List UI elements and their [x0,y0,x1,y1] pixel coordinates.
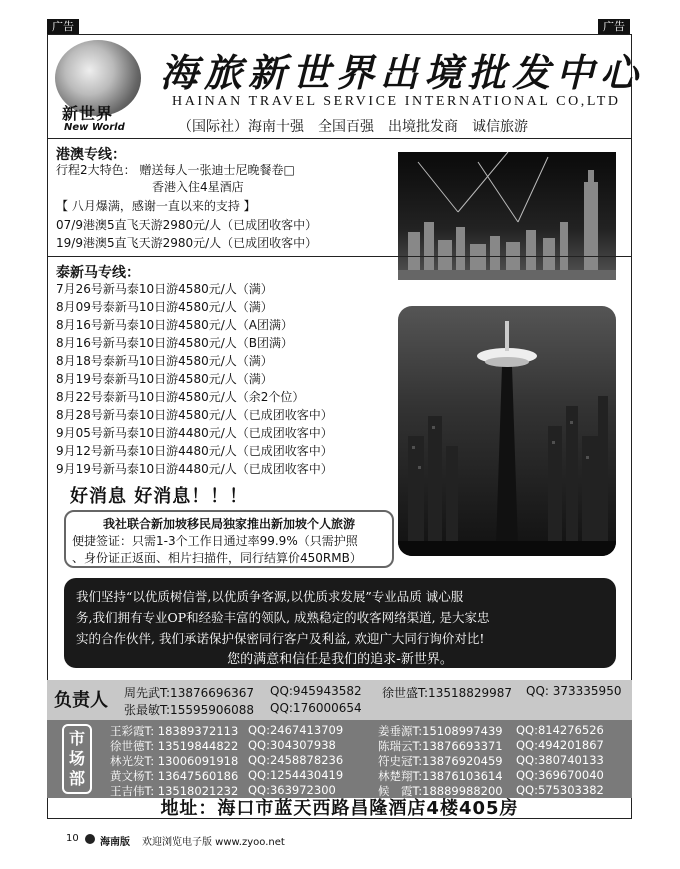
company-address: 地址：海口市蓝天西路昌隆酒店4楼405房 [160,798,519,819]
market-qq: QQ:369670040 [516,768,604,782]
market-qq: QQ:2458878236 [248,753,344,767]
market-phone: 符史冠T:13876920459 [378,754,503,768]
contact-phone: 徐世盛T:13518829987 [382,686,513,700]
mission-line: 务,我们拥有专业OP和经验丰富的领队, 成熟稳定的收客网络渠道, 是大家忠 [76,610,490,625]
tour-line: 8月18号泰新马10日游4580元/人（满） [56,354,273,368]
edition-icon [85,834,95,844]
ad-tag-left: 广告 [47,19,79,35]
logo-text-en: New World [64,122,125,133]
contact-qq: QQ:945943582 [270,684,362,698]
market-qq: QQ:363972300 [248,783,336,797]
tour-line: 7月26号新马泰10日游4580元/人（满） [56,282,273,296]
market-phone: 候 霞T:18889988200 [378,784,503,798]
promo-line: 、身份证正返面、相片扫描件，同行结算价450RMB） [72,551,362,565]
mission-line: 实的合作伙伴, 我们承诺保护保密同行客户及利益, 欢迎广大同行询价对比! [76,631,485,646]
market-qq: QQ:575303382 [516,783,604,797]
contact-qq: QQ: 373335950 [526,684,622,698]
promo-line: 我社联合新加坡移民局独家推出新加坡个人旅游 [102,517,355,531]
ad-tag-right: 广告 [598,19,630,35]
responsible-label: 负责人 [54,690,108,711]
footer-website: 欢迎浏览电子版 www.zyoo.net [142,837,285,848]
hk-line: 07/9港澳5直飞天游2980元/人（已成团收客中） [56,218,318,232]
market-qq: QQ:814276526 [516,723,604,737]
logo-text-cn: 新世界 [62,104,114,123]
mission-statement [64,578,616,668]
market-phone: 林楚翔T:13876103614 [378,769,503,783]
company-title-cn: 海旅新世界出境批发中心 [160,50,645,95]
tour-line: 9月05号新马泰10日游4480元/人（已成团收客中） [56,426,333,440]
section-divider [47,256,632,257]
hk-line: 19/9港澳5直飞天游2980元/人（已成团收客中） [56,236,318,250]
space-needle-photo [398,306,616,556]
singapore-visa-promo [64,510,394,568]
market-qq: QQ:494201867 [516,738,604,752]
tour-line: 8月16号新马泰10日游4580元/人（B团满） [56,336,293,350]
hk-line: 【 八月爆满，感谢一直以来的支持 】 [56,199,256,213]
tour-line: 9月12号新马泰10日游4480元/人（已成团收客中） [56,444,333,458]
market-phone: 陈瑞云T:13876693371 [378,739,503,753]
tour-line: 8月22号泰新马10日游4580元/人（余2个位） [56,390,305,404]
market-phone: 王吉伟T: 13518021232 [110,784,239,798]
contact-phone: 周先武T:13876696367 [124,686,255,700]
market-qq: QQ:1254430419 [248,768,344,782]
market-phone: 姜垂源T:15108997439 [378,724,503,738]
market-phone: 林光发T: 13006091918 [110,754,239,768]
contact-qq: QQ:176000654 [270,701,362,715]
tour-line: 9月19号新马泰10日游4480元/人（已成团收客中） [56,462,333,476]
market-phone: 徐世德T: 13519844822 [110,739,239,753]
market-phone: 王彩霞T: 18389372113 [110,724,239,738]
market-qq: QQ:380740133 [516,753,604,767]
company-slogan: （国际社）海南十强 全国百强 出境批发商 诚信旅游 [178,119,528,135]
hk-line: 行程2大特色： 赠送每人一张迪士尼晚餐卷□ [56,163,295,177]
hong-kong-skyline-photo [398,152,616,280]
contact-phone: 张最敏T:15595906088 [124,703,255,717]
mission-line: 我们坚持“以优质树信誉,以优质争客源,以优质求发展”专业品质 诚心服 [76,589,464,604]
company-title-en: HAINAN TRAVEL SERVICE INTERNATIONAL CO,LTD [172,94,621,109]
mission-line: 您的满意和信任是我们的追求-新世界。 [227,652,453,667]
tour-line: 8月28号新马泰10日游4580元/人（已成团收客中） [56,408,333,422]
hk-macau-heading: 港澳专线： [56,147,126,163]
page-number: 10 [66,833,79,844]
tour-line: 8月09号泰新马10日游4580元/人（满） [56,300,273,314]
market-qq: QQ:304307938 [248,738,336,752]
tour-line: 8月19号泰新马10日游4580元/人（满） [56,372,273,386]
tour-line: 8月16号新马泰10日游4580元/人（A团满） [56,318,293,332]
market-label: 市场部 [62,724,92,794]
market-phone: 黄文杨T: 13647560186 [110,769,239,783]
hk-line: 香港入住4星酒店 [56,180,244,194]
market-qq: QQ:2467413709 [248,723,344,737]
thai-sg-my-heading: 泰新马专线： [56,265,140,281]
promo-line: 便捷签证：只需1-3个工作日通过率99.9%（只需护照 [72,534,358,548]
good-news-heading: 好消息 好消息！！！ [70,486,249,507]
header-divider [47,138,632,139]
edition-name: 海南版 [100,837,130,848]
